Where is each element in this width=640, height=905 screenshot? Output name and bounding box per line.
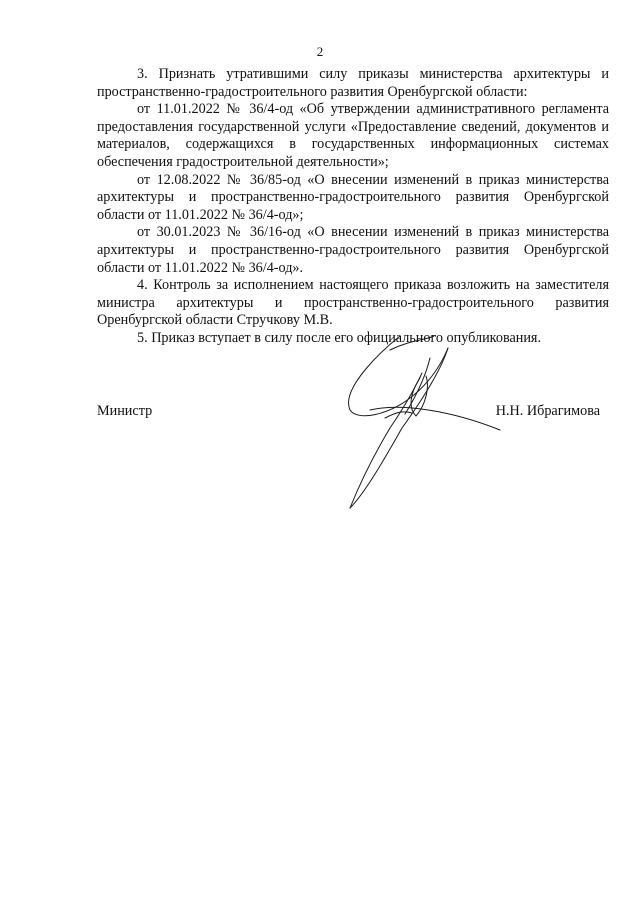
paragraph-3-item-1: от 11.01.2022 № 36/4-од «Об утверждении административного регламента предоставления государственной услуги «Предоставление сведений, документов и материалов, содержащихся в государственных информационных системах обеспечения градостроительной деятельности»;: [97, 101, 609, 170]
paragraph-4: 4. Контроль за исполнением настоящего приказа возложить на заместителя министра архитектуры и пространственно-градостроительного развития Оренбургской области Стручкову М.В.: [97, 277, 609, 329]
paragraph-3: 3. Признать утратившими силу приказы министерства архитектуры и пространственно-градостроительного развития Оренбургской области:: [97, 66, 609, 100]
handwritten-signature: [330, 318, 510, 518]
page-number: 2: [316, 44, 324, 59]
paragraph-3-item-2: от 12.08.2022 № 36/85-од «О внесении изменений в приказ министерства архитектуры и пространственно-градостроительного развития Оренбургской области от 11.01.2022 № 36/4-од»;: [97, 171, 609, 223]
signatory-name: Н.Н. Ибрагимова: [495, 403, 600, 419]
paragraph-3-item-3: от 30.01.2023 № 36/16-од «О внесении изменений в приказ министерства архитектуры и пространственно-градостроительного развития Оренбургской области от 11.01.2022 № 36/4-од».: [97, 224, 609, 276]
signatory-title: Министр: [97, 403, 153, 419]
document-body: [97, 66, 609, 348]
paragraph-5: 5. Приказ вступает в силу после его официального опубликования.: [137, 329, 542, 346]
